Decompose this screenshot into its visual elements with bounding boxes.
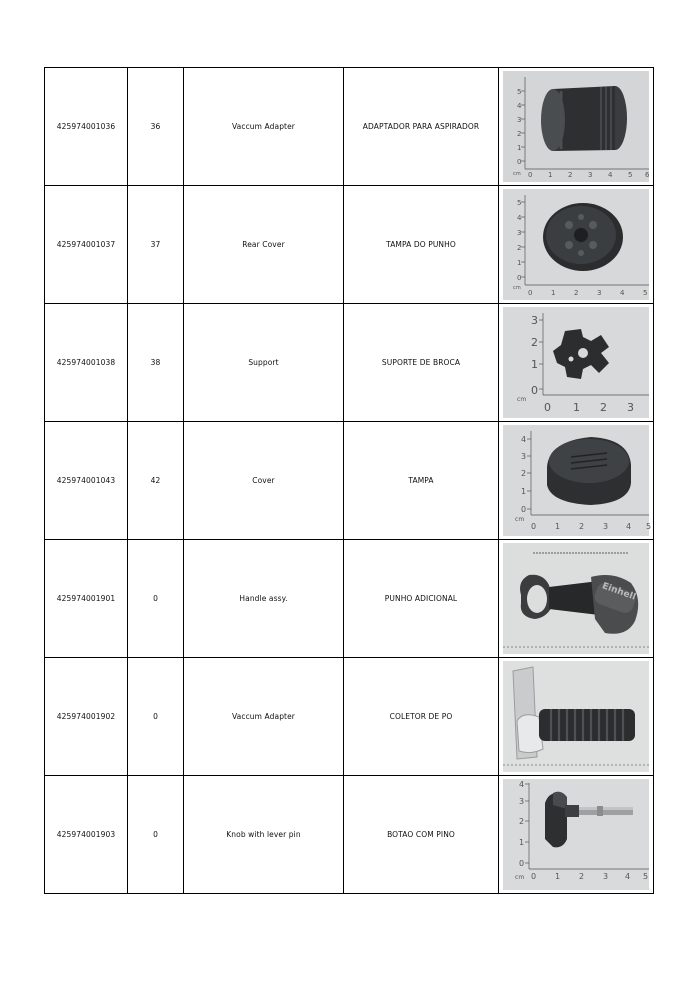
ruler-tick-label: 5 <box>628 171 633 179</box>
ruler-tick-label: 0 <box>519 859 525 868</box>
ruler-tick-label: 3 <box>521 452 527 461</box>
part-number: 425974001043 <box>45 422 128 540</box>
ruler-tick-label: 0 <box>531 522 537 531</box>
ruler-tick-label: 3 <box>519 797 525 806</box>
part-photo-cell <box>499 68 654 186</box>
ruler-unit: cm <box>515 516 525 523</box>
part-number: 425974001038 <box>45 304 128 422</box>
ruler-tick-label: 0 <box>531 872 537 881</box>
ruler-unit: cm <box>513 285 521 291</box>
ruler-tick-label: 4 <box>519 780 525 789</box>
table-row <box>45 658 654 776</box>
ruler-tick-label: 1 <box>548 171 553 179</box>
ruler-tick-label: 3 <box>517 116 522 124</box>
part-number: 425974001036 <box>45 68 128 186</box>
ruler-tick-label: 5 <box>517 88 522 96</box>
ruler-tick-label: 2 <box>574 289 579 297</box>
ruler-tick-label: 2 <box>517 244 522 252</box>
ruler-tick-label: 1 <box>519 838 525 847</box>
ruler-tick-label: 0 <box>528 171 533 179</box>
ruler-tick-label: 3 <box>588 171 593 179</box>
position-number: 36 <box>128 68 184 186</box>
ruler-tick-label: 4 <box>625 872 631 881</box>
ruler-tick-label: 1 <box>555 522 561 531</box>
ruler-tick-label: 1 <box>531 358 539 371</box>
part-photo-cell <box>499 422 654 540</box>
brand-logo: Einhell <box>600 581 637 603</box>
part-photo-cell <box>499 540 654 658</box>
ruler-tick-label: 1 <box>517 259 522 267</box>
ruler-tick-label: 5 <box>517 199 522 207</box>
parts-table <box>44 67 654 894</box>
ruler-tick-label: 4 <box>521 435 527 444</box>
ruler-tick-label: 4 <box>517 214 522 222</box>
ruler-tick-label: 3 <box>597 289 602 297</box>
ruler-tick-label: 2 <box>568 171 573 179</box>
part-name-portuguese: TAMPA <box>344 422 499 540</box>
ruler-tick-label: 4 <box>517 102 522 110</box>
position-number: 0 <box>128 776 184 894</box>
table-row <box>45 186 654 304</box>
position-number: 37 <box>128 186 184 304</box>
table-row <box>45 422 654 540</box>
knob-photo <box>503 779 649 890</box>
part-photo-cell <box>499 186 654 304</box>
ruler-tick-label: 3 <box>603 522 609 531</box>
part-photo-cell <box>499 776 654 894</box>
ruler-tick-label: 4 <box>608 171 613 179</box>
ruler-tick-label: 2 <box>519 817 525 826</box>
ruler-unit: cm <box>517 396 527 403</box>
ruler-tick-label: 4 <box>626 522 632 531</box>
ruler-tick-label: 2 <box>600 401 608 414</box>
ruler-tick-label: 5 <box>646 522 652 531</box>
ruler-unit: cm <box>515 874 525 881</box>
ruler-tick-label: 2 <box>521 469 527 478</box>
part-number: 425974001903 <box>45 776 128 894</box>
vacuum-adapter-photo <box>503 71 649 182</box>
ruler-tick-label: 1 <box>555 872 561 881</box>
dust-collector-photo <box>503 661 649 772</box>
support-photo <box>503 307 649 418</box>
table-row <box>45 540 654 658</box>
table-row <box>45 304 654 422</box>
ruler-tick-label: 6 <box>645 171 650 179</box>
ruler-tick-label: 5 <box>643 872 649 881</box>
position-number: 0 <box>128 658 184 776</box>
part-name-portuguese: COLETOR DE PO <box>344 658 499 776</box>
part-name-english: Vaccum Adapter <box>184 658 344 776</box>
part-name-english: Knob with lever pin <box>184 776 344 894</box>
cover-photo <box>503 425 652 536</box>
ruler-tick-label: 1 <box>551 289 556 297</box>
ruler-tick-label: 0 <box>528 289 533 297</box>
ruler-tick-label: 0 <box>517 274 522 282</box>
ruler-tick-label: 1 <box>521 487 527 496</box>
part-name-english: Handle assy. <box>184 540 344 658</box>
ruler-tick-label: 3 <box>531 314 539 327</box>
position-number: 42 <box>128 422 184 540</box>
part-number: 425974001902 <box>45 658 128 776</box>
ruler-tick-label: 3 <box>627 401 635 414</box>
ruler-tick-label: 2 <box>579 522 585 531</box>
table-row <box>45 68 654 186</box>
part-name-english: Support <box>184 304 344 422</box>
part-name-portuguese: SUPORTE DE BROCA <box>344 304 499 422</box>
ruler-tick-label: 0 <box>521 505 527 514</box>
ruler-tick-label: 4 <box>620 289 625 297</box>
ruler-tick-label: 3 <box>603 872 609 881</box>
handle-photo <box>503 543 649 654</box>
part-name-portuguese: TAMPA DO PUNHO <box>344 186 499 304</box>
part-number: 425974001901 <box>45 540 128 658</box>
position-number: 38 <box>128 304 184 422</box>
ruler-tick-label: 0 <box>531 384 539 397</box>
ruler-tick-label: 5 <box>643 289 648 297</box>
ruler-tick-label: 0 <box>544 401 552 414</box>
ruler-tick-label: 0 <box>517 158 522 166</box>
table-row <box>45 776 654 894</box>
part-number: 425974001037 <box>45 186 128 304</box>
ruler-tick-label: 2 <box>579 872 585 881</box>
position-number: 0 <box>128 540 184 658</box>
ruler-tick-label: 2 <box>517 130 522 138</box>
part-photo-cell <box>499 658 654 776</box>
part-name-english: Cover <box>184 422 344 540</box>
ruler-tick-label: 2 <box>531 336 539 349</box>
ruler-tick-label: 3 <box>517 229 522 237</box>
part-name-english: Rear Cover <box>184 186 344 304</box>
part-name-portuguese: BOTAO COM PINO <box>344 776 499 894</box>
part-name-english: Vaccum Adapter <box>184 68 344 186</box>
part-name-portuguese: ADAPTADOR PARA ASPIRADOR <box>344 68 499 186</box>
ruler-tick-label: 1 <box>517 144 522 152</box>
part-name-portuguese: PUNHO ADICIONAL <box>344 540 499 658</box>
rear-cover-photo <box>503 189 649 300</box>
ruler-tick-label: 1 <box>573 401 581 414</box>
part-photo-cell <box>499 304 654 422</box>
ruler-unit: cm <box>513 171 521 177</box>
